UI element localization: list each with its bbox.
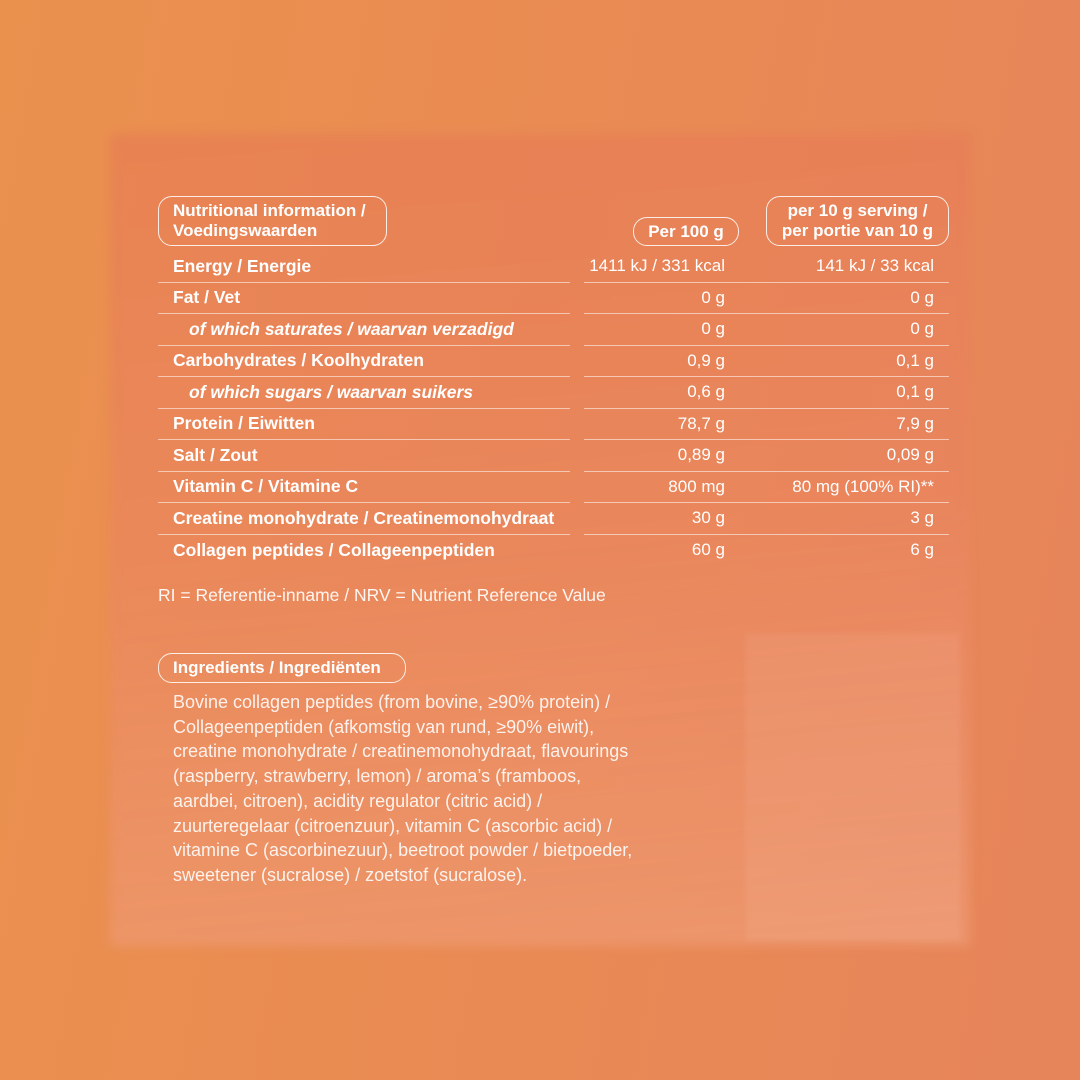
value-per-serving: 0 g: [910, 319, 934, 339]
value-per-100g: 0,89 g: [677, 445, 725, 465]
row-label: Salt / Zout: [158, 440, 570, 472]
ingredients-header-pill: [158, 653, 406, 683]
ingredient-text-line: creatine monohydrate / creatinemonohydraat, flavourings: [173, 741, 629, 762]
nutrition-table: [158, 251, 949, 566]
ingredients-header-label: Ingredients / Ingrediënten: [173, 658, 381, 677]
row-values: [584, 346, 949, 378]
ingredient-text-line: (raspberry, strawberry, lemon) / aroma’s (framboos,: [173, 766, 582, 787]
value-per-serving: 3 g: [910, 508, 934, 528]
row-values: [584, 283, 949, 315]
ingredients-text: [173, 690, 632, 888]
value-per-serving: 0,1 g: [896, 382, 934, 402]
row-label: Vitamin C / Vitamine C: [158, 472, 570, 504]
value-per-serving: 80 mg (100% RI)**: [792, 476, 934, 496]
ingredient-text-line: Bovine collagen peptides (from bovine, ≥90% protein) /: [173, 692, 611, 712]
column-header-line: per portie van 10 g: [781, 221, 934, 240]
value-per-serving: 0,1 g: [896, 350, 934, 370]
row-values: [584, 314, 949, 346]
value-per-serving: 6 g: [910, 540, 934, 560]
nutrition-header-line: Nutritional information /: [173, 201, 366, 220]
ingredient-text-line: Collageenpeptiden (afkomstig van rund, ≥90% eiwit),: [173, 716, 595, 737]
nutrition-row-energy: [158, 251, 949, 283]
row-values: [584, 535, 949, 567]
row-label: of which saturates / waarvan verzadigd: [158, 314, 570, 346]
value-per-100g: 60 g: [691, 540, 725, 560]
nutrition-header-pill: [158, 196, 387, 246]
row-label: Energy / Energie: [158, 251, 570, 283]
row-label: Fat / Vet: [158, 283, 570, 315]
row-values: [584, 440, 949, 472]
nutrition-row-saturates: [158, 314, 949, 346]
column-header-line: per 10 g serving /: [787, 201, 928, 220]
ingredient-text-line: zuurteregelaar (citroenzuur), vitamin C (ascorbic acid) /: [173, 815, 613, 836]
value-per-100g: 800 mg: [668, 476, 725, 496]
ingredient-text-line: aardbei, citroen), acidity regulator (citric acid) /: [173, 790, 543, 811]
nutrition-row-salt: [158, 440, 949, 472]
value-per-serving: 7,9 g: [896, 413, 934, 433]
row-values: [584, 377, 949, 409]
nutrition-row-fat: [158, 283, 949, 315]
row-label: Creatine monohydrate / Creatinemonohydraat: [158, 503, 570, 535]
value-per-100g: 0 g: [701, 287, 725, 307]
ingredient-text-line: sweetener (sucralose) / zoetstof (sucralose).: [173, 864, 528, 885]
row-label: of which sugars / waarvan suikers: [158, 377, 570, 409]
nutrition-row-creatine: [158, 503, 949, 535]
row-values: [584, 251, 949, 283]
value-per-serving: 0,09 g: [886, 445, 934, 465]
row-values: [584, 472, 949, 504]
value-per-serving: 0 g: [910, 287, 934, 307]
value-per-100g: 0,9 g: [687, 350, 725, 370]
value-per-100g: 78,7 g: [677, 413, 725, 433]
value-per-100g: 1411 kJ / 331 kcal: [589, 256, 725, 276]
column-header-per-serving: [766, 196, 949, 246]
nutrition-row-vitamin-c: [158, 472, 949, 504]
column-header-per-100g: [633, 217, 739, 246]
column-header-label: Per 100 g: [648, 221, 724, 241]
ingredient-text-line: vitamine C (ascorbinezuur), beetroot powder / bietpoeder,: [173, 840, 633, 861]
row-values: [584, 503, 949, 535]
nutrition-row-carbohydrates: [158, 346, 949, 378]
nutrition-row-protein: [158, 409, 949, 441]
background-highlight: [745, 633, 960, 941]
value-per-100g: 30 g: [691, 508, 725, 528]
value-per-serving: 141 kJ / 33 kcal: [815, 256, 934, 276]
reference-intake-footnote: RI = Referentie-inname / NRV = Nutrient Reference Value: [158, 585, 606, 605]
row-label: Carbohydrates / Koolhydraten: [158, 346, 570, 378]
row-label: Protein / Eiwitten: [158, 409, 570, 441]
nutrition-header-line: Voedingswaarden: [173, 221, 318, 240]
value-per-100g: 0,6 g: [687, 382, 725, 402]
nutrition-row-sugars: [158, 377, 949, 409]
value-per-100g: 0 g: [701, 319, 725, 339]
nutrition-row-collagen: [158, 535, 949, 567]
row-label: Collagen peptides / Collageenpeptiden: [173, 539, 495, 560]
row-values: [584, 409, 949, 441]
